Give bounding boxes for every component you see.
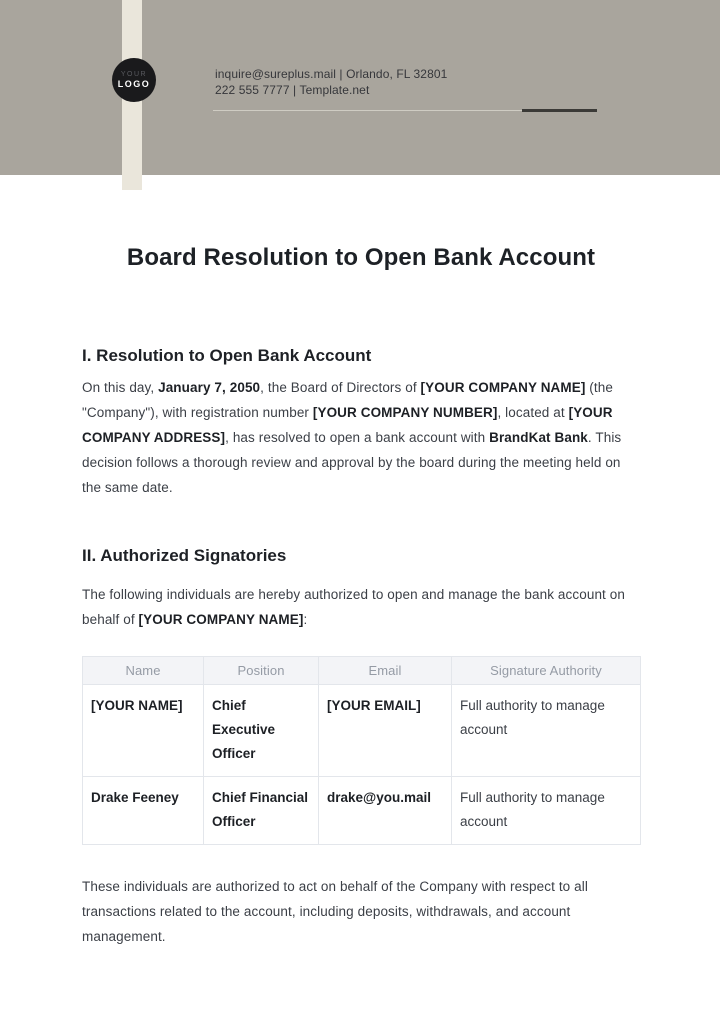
signatories-table bbox=[82, 656, 641, 845]
document-body bbox=[0, 175, 720, 949]
section-1-heading: I. Resolution to Open Bank Account bbox=[82, 346, 372, 365]
letterhead-header bbox=[0, 0, 720, 175]
table-row bbox=[83, 777, 641, 845]
table-cell: [YOUR EMAIL] bbox=[319, 685, 452, 777]
table-cell: Full authority to manage account bbox=[452, 685, 641, 777]
section-2-closing-paragraph: These individuals are authorized to act on behalf of the Company with respect to all transactions related to the account, including deposits, withdrawals, and account management. bbox=[82, 879, 588, 944]
table-cell: [YOUR NAME] bbox=[83, 685, 204, 777]
section-2-heading: II. Authorized Signatories bbox=[82, 546, 287, 565]
table-row bbox=[83, 685, 641, 777]
table-cell: Full authority to manage account bbox=[452, 777, 641, 845]
table-cell: Drake Feeney bbox=[83, 777, 204, 845]
column-header: Position bbox=[204, 657, 319, 685]
header-divider-accent bbox=[522, 109, 597, 112]
section-1-paragraph: On this day, January 7, 2050, the Board of Directors of [YOUR COMPANY NAME] (the "Company"), with registration number [YOUR COMPANY NUMBER], located at [YOUR COMPANY ADDRESS], has resolved to open a bank account with BrandKat Bank. This decision follows a thorough review and approval by the board during the meeting held on the same date. bbox=[82, 380, 622, 495]
header-divider-line bbox=[213, 110, 597, 111]
contact-line-phone-website: 222 555 7777 | Template.net bbox=[215, 82, 370, 97]
section-2-intro-paragraph: The following individuals are hereby authorized to open and manage the bank account on behalf of [YOUR COMPANY NAME]: bbox=[82, 587, 625, 627]
column-header: Signature Authority bbox=[452, 657, 641, 685]
logo-text-your: YOUR bbox=[120, 70, 148, 78]
table-cell: Chief Financial Officer bbox=[204, 777, 319, 845]
column-header: Name bbox=[83, 657, 204, 685]
table-cell: drake@you.mail bbox=[319, 777, 452, 845]
company-logo bbox=[112, 58, 156, 102]
contact-info bbox=[215, 67, 447, 98]
contact-line-email-address: inquire@sureplus.mail | Orlando, FL 32801 bbox=[215, 67, 448, 81]
document-title: Board Resolution to Open Bank Account bbox=[126, 244, 596, 271]
column-header: Email bbox=[319, 657, 452, 685]
table-cell: Chief Executive Officer bbox=[204, 685, 319, 777]
table-header-row bbox=[83, 657, 641, 685]
logo-text-logo: LOGO bbox=[117, 78, 151, 89]
